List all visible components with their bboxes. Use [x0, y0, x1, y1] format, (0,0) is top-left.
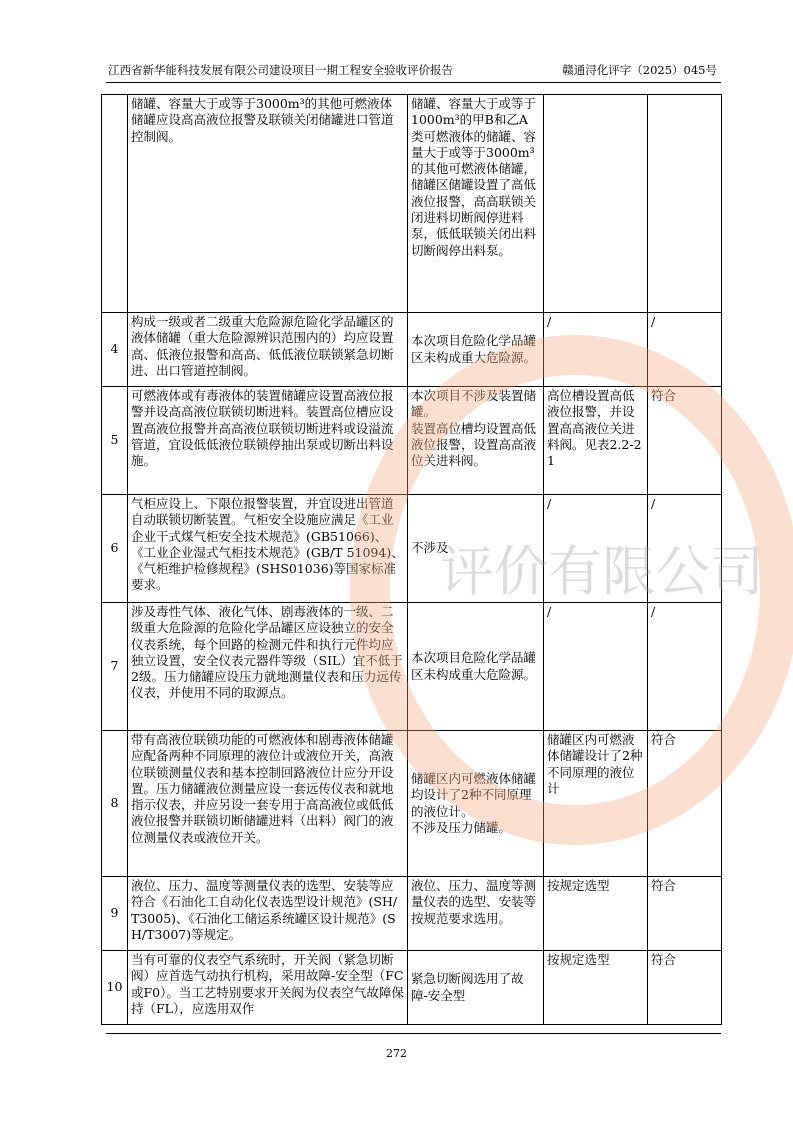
row-number [102, 95, 128, 313]
inspection-table [101, 94, 722, 1025]
evidence-cell [544, 95, 648, 313]
row-number: 10 [102, 951, 128, 1025]
report-title: 江西省新华能科技发展有限公司建设项目一期工程安全验收评价报告 [108, 63, 453, 77]
actual-cell: 本次项目危险化学品罐区未构成重大危险源。 [408, 313, 544, 387]
actual-cell: 储罐、容量大于或等于1000m³的甲B和乙A类可燃液体的储罐、容量大于或等于3000m³的其他可燃液体储罐，储罐区储罐设置了高低液位报警，高高联锁关闭进料切断阀停进料泵，低低联锁关闭出料切断阀停出料泵。 [408, 95, 544, 313]
actual-cell: 储罐区内可燃液体储罐均设计了2种不同原理的液位计。 不涉及压力储罐。 [408, 731, 544, 877]
table-row [102, 95, 722, 313]
watermark-text: 评价有限公司 [440, 540, 764, 603]
table-row [102, 731, 722, 877]
requirement-cell: 当有可靠的仪表空气系统时，开关阀（紧急切断阀）应首选气动执行机构，采用故障-安全型（FC或F0）。当工艺特别要求开关阀为仪表空气故障保持（FL），应选用双作 [128, 951, 408, 1025]
footer-divider [106, 1033, 721, 1034]
report-number: 赣通浔化评字（2025）045号 [562, 63, 717, 77]
actual-cell: 紧急切断阀选用了故障-安全型 [408, 951, 544, 1025]
table-row [102, 951, 722, 1025]
table-row [102, 495, 722, 603]
table-row [102, 877, 722, 951]
actual-cell: 液位、压力、温度等测量仪表的选型、安装等按规范要求选用。 [408, 877, 544, 951]
requirement-cell: 涉及毒性气体、液化气体、剧毒液体的一级、二级重大危险源的危险化学品罐区应设独立的安全仪表系统，每个回路的检测元件和执行元件均应独立设置，安全仪表元器件等级（SIL）宜不低于2级。压力储罐应设压力就地测量仪表和压力远传仪表，并使用不同的取源点。 [128, 603, 408, 731]
actual-cell: 不涉及 [408, 495, 544, 603]
requirement-cell: 储罐、容量大于或等于3000m³的其他可燃液体储罐应设高高液位报警及联锁关闭储罐进口管道控制阀。 [128, 95, 408, 313]
requirement-cell: 构成一级或者二级重大危险源危险化学品罐区的液体储罐（重大危险源辨识范围内的）均应设置高、低液位报警和高高、低低液位联锁紧急切断进、出口管道控制阀。 [128, 313, 408, 387]
result-cell: / [648, 495, 722, 603]
result-cell: / [648, 603, 722, 731]
result-cell: 符合 [648, 387, 722, 495]
result-cell: 符合 [648, 731, 722, 877]
evidence-cell: / [544, 313, 648, 387]
evidence-cell: 储罐区内可燃液体储罐设计了2种不同原理的液位计 [544, 731, 648, 877]
result-cell: 符合 [648, 877, 722, 951]
table-row [102, 603, 722, 731]
actual-cell: 本次项目危险化学品罐区未构成重大危险源。 [408, 603, 544, 731]
row-number: 9 [102, 877, 128, 951]
requirement-cell: 液位、压力、温度等测量仪表的选型、安装等应符合《石油化工自动化仪表选型设计规范》(SH/T3005)、《石油化工储运系统罐区设计规范》(SH/T3007)等规定。 [128, 877, 408, 951]
table-row [102, 313, 722, 387]
result-cell [648, 95, 722, 313]
actual-cell: 本次项目不涉及装置储罐。 装置高位槽均设置高低液位报警，设置高高液位关进料阀。 [408, 387, 544, 495]
result-cell: / [648, 313, 722, 387]
requirement-cell: 可燃液体或有毒液体的装置储罐应设置高液位报警并设高高液位联锁切断进料。装置高位槽应设置高液位报警并高高液位联锁切断进料或设溢流管道，宜设低低液位联锁停抽出泵或切断出料设施。 [128, 387, 408, 495]
table-row [102, 387, 722, 495]
row-number: 6 [102, 495, 128, 603]
evidence-cell: / [544, 603, 648, 731]
row-number: 5 [102, 387, 128, 495]
row-number: 7 [102, 603, 128, 731]
page-number: 272 [386, 1047, 407, 1060]
row-number: 4 [102, 313, 128, 387]
result-cell: 符合 [648, 951, 722, 1025]
requirement-cell: 带有高液位联锁功能的可燃液体和剧毒液体储罐应配备两种不同原理的液位计或液位开关，高液位联锁测量仪表和基本控制回路液位计应分开设置。压力储罐液位测量应设一套远传仪表和就地指示仪表，并应另设一套专用于高高液位或低低液位报警并联锁切断储罐进料（出料）阀门的液位测量仪表或液位开关。 [128, 731, 408, 877]
evidence-cell: / [544, 495, 648, 603]
evidence-cell: 高位槽设置高低液位报警，并设置高高液位关进料阀。见表2.2-21 [544, 387, 648, 495]
page-header [106, 60, 721, 83]
requirement-cell: 气柜应设上、下限位报警装置，并宜设进出管道自动联锁切断装置。气柜安全设施应满足《工业企业干式煤气柜安全技术规范》(GB51066)、《工业企业湿式气柜技术规范》(GB/T 51094)、《气柜维护检修规程》(SHS01036)等国家标准要求。 [128, 495, 408, 603]
evidence-cell: 按规定选型 [544, 951, 648, 1025]
evidence-cell: 按规定选型 [544, 877, 648, 951]
row-number: 8 [102, 731, 128, 877]
